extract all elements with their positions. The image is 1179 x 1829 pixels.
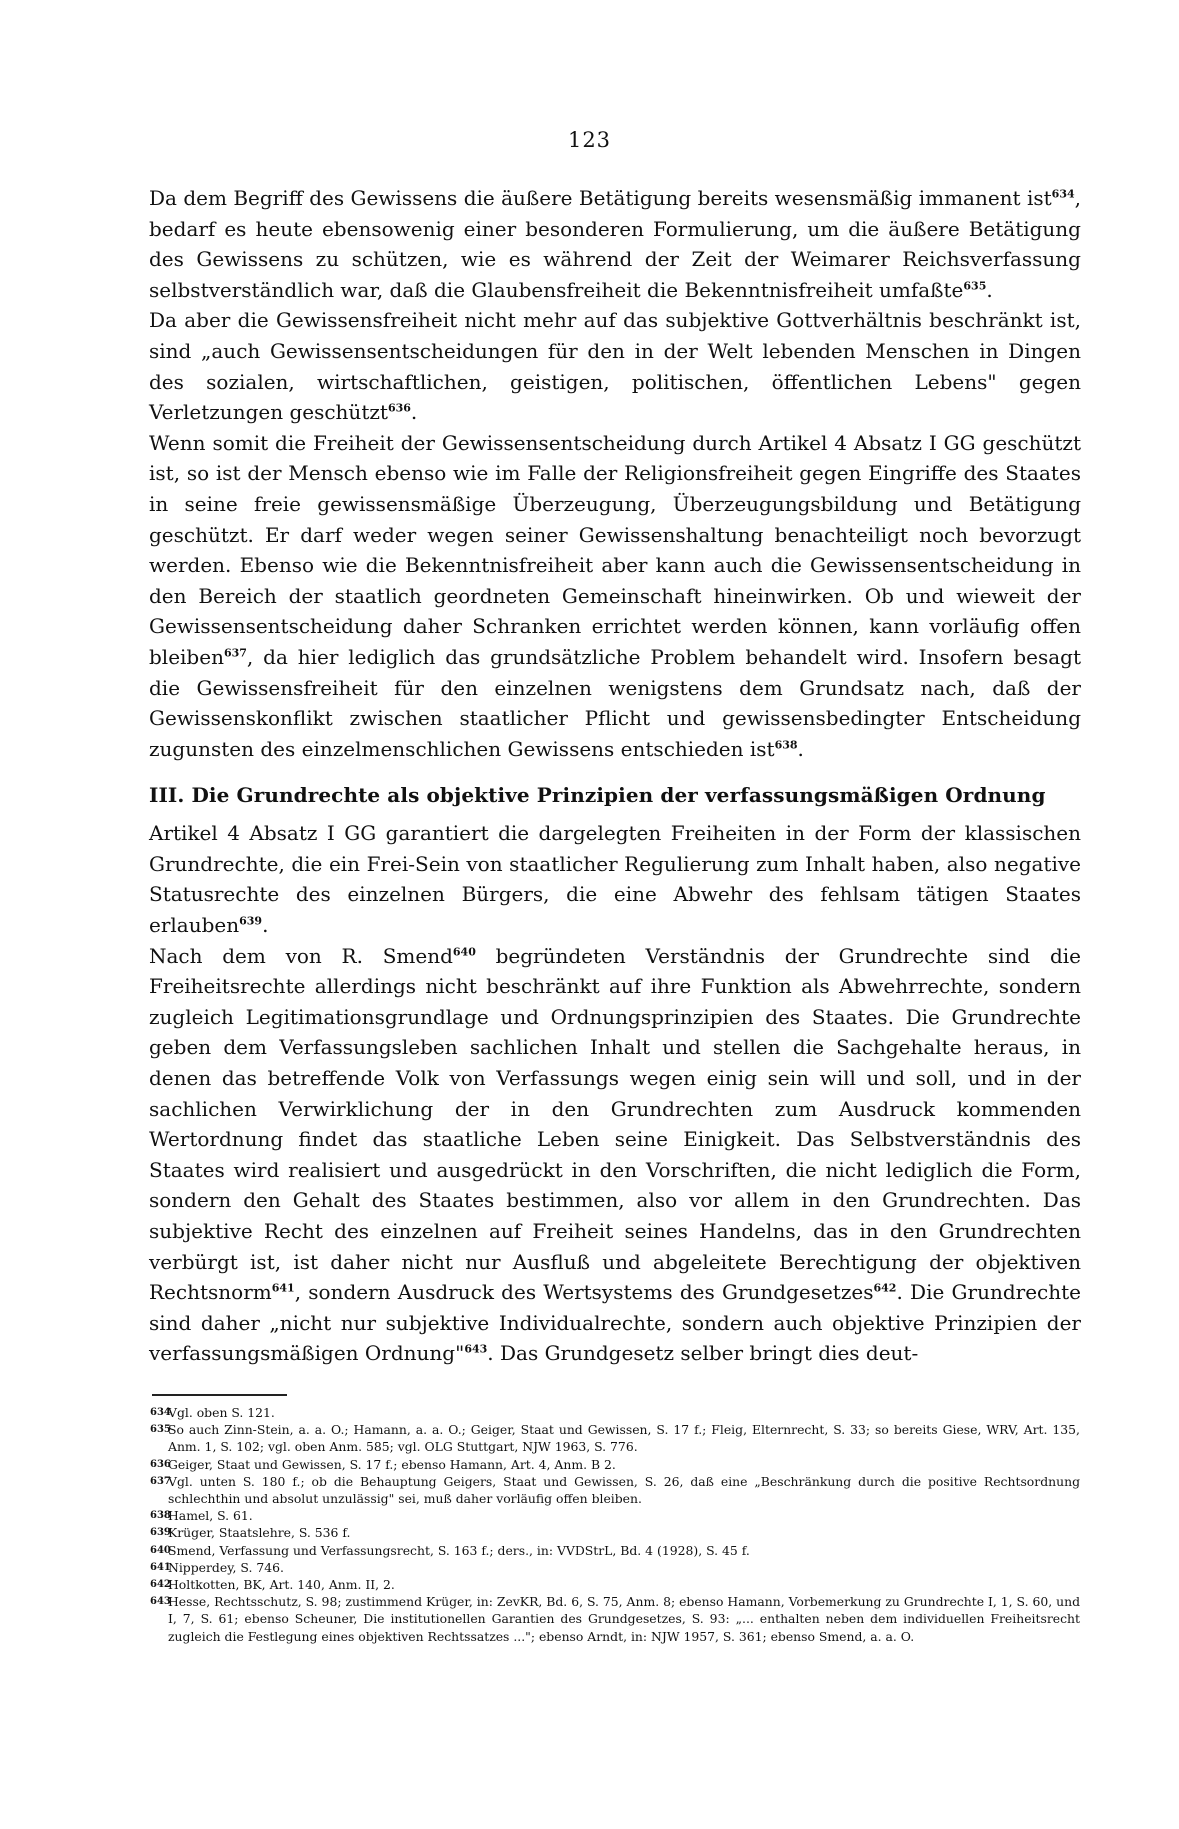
footnote-text: Vgl. oben S. 121. [168, 1405, 275, 1420]
text-run: . [986, 277, 993, 302]
footnote-ref: 637 [223, 646, 247, 660]
footnote-number: 640 [150, 1544, 171, 1556]
footnote-number: 639 [150, 1527, 171, 1539]
footnote-text: Nipperdey, S. 746. [168, 1559, 284, 1575]
paragraph [149, 941, 1081, 1369]
footnote-ref: 641 [271, 1281, 295, 1295]
footnote-text: Hamel, S. 61. [168, 1508, 253, 1524]
footnote-ref: 640 [452, 945, 476, 958]
text-run: Nach dem von R. Smend [149, 943, 453, 968]
section-heading: III. Die Grundrechte als objektive Prinzipien der verfassungsmäßigen Ordnung [149, 783, 1046, 808]
footnote [150, 1593, 1080, 1645]
footnote-ref: 634 [1051, 187, 1075, 201]
footnote-ref: 643 [464, 1342, 488, 1356]
section-b [149, 818, 1081, 1369]
footnote-text: Krüger, Staatslehre, S. 536 f. [168, 1525, 351, 1541]
footnote-number: 636 [150, 1458, 171, 1470]
footnote [150, 1542, 1080, 1559]
footnote-number: 638 [150, 1510, 171, 1522]
section-a [149, 183, 1081, 764]
text-run: . [797, 736, 804, 761]
text-run: Da dem Begriff des Gewissens die äußere Betätigung bereits wesensmäßig immanent ist [149, 186, 1052, 210]
paragraph [149, 428, 1081, 765]
footnote-ref: 636 [387, 401, 411, 415]
footnote-ref: 638 [774, 738, 798, 752]
paragraph [149, 183, 1081, 305]
text-run: , sondern Ausdruck des Wertsystems des Grundgesetzes [294, 1280, 874, 1305]
footnote-ref: 639 [239, 914, 263, 928]
text-run: , bedarf es heute ebensowenig einer besonderen Formulierung, um die äußere Betätigung des Gewissens zu schützen, wie es während der Zeit der Weimarer Reichsverfassung selbstverständlich war, daß die Glaubensfreiheit die Bekenntnisfreiheit umfaßte [149, 186, 1081, 302]
footnote [150, 1576, 1080, 1593]
footnote-number: 641 [150, 1561, 171, 1573]
text-run: . Die Grundrechte sind daher „nicht nur subjektive Individualrechte, sondern auch objektive Prinzipien der verfassungsmäßigen Ordnung" [149, 1280, 1081, 1366]
footnote [150, 1404, 1080, 1421]
page-number: 123 [567, 128, 612, 152]
footnote [150, 1473, 1080, 1507]
footnote-number: 637 [150, 1475, 171, 1487]
text-run: . [262, 913, 269, 938]
paragraph [149, 305, 1081, 427]
text-run: Artikel 4 Absatz I GG garantiert die dargelegten Freiheiten in der Form der klassischen Grundrechte, die ein Frei-Sein von staatlicher Regulierung zum Inhalt haben, also negative Statusrechte des einzelnen Bürgers, die eine Abwehr des fehlsam tätigen Staates erlauben [149, 821, 1081, 938]
footnote-text: So auch Zinn-Stein, a. a. O.; Hamann, a. a. O.; Geiger, Staat und Gewissen, S. 17 f.; Fleig, Elternrecht, S. 33; so bereits Giese, WRV, Art. 135, Anm. 1, S. 102; vgl. oben Anm. 585; vgl. OLG Stuttgart, NJW 1963, S. 776. [168, 1422, 1080, 1455]
footnote-text: Vgl. unten S. 180 f.; ob die Behauptung Geigers, Staat und Gewissen, S. 26, daß eine „Beschränkung durch die positive Rechtsordnung schlechthin und absolut unzulässig" sei, muß daher vorläufig offen bleiben. [168, 1473, 1080, 1507]
footnote [150, 1421, 1080, 1455]
footnote-divider [152, 1394, 287, 1396]
footnote-number: 642 [150, 1579, 171, 1591]
paragraph [149, 818, 1081, 940]
footnote-number: 635 [150, 1424, 171, 1436]
footnote [150, 1507, 1080, 1524]
footnote-ref: 642 [873, 1281, 897, 1295]
footnote-text: Holtkotten, BK, Art. 140, Anm. II, 2. [168, 1577, 395, 1593]
text-run: Da aber die Gewissensfreiheit nicht mehr auf das subjektive Gottverhältnis beschränkt ist, sind „auch Gewissensentscheidungen für den in der Welt lebenden Menschen in Dingen des sozialen, wirtschaftlichen, geistigen, politischen, öffentlichen Lebens" gegen Verletzungen geschützt [149, 308, 1081, 425]
footnote-text: Hesse, Rechtsschutz, S. 98; zustimmend Krüger, in: ZevKR, Bd. 6, S. 75, Anm. 8; ebenso Hamann, Vorbemerkung zu Grundrechte I, 1, S. 60, und I, 7, S. 61; ebenso Scheuner, Die institutionellen Garantien des Grundgesetzes, S. 93: „... enthalten neben dem individuellen Freiheitsrecht zugleich die Festlegung eines objektiven Rechtssatzes ..."; ebenso Arndt, in: NJW 1957, S. 361; ebenso Smend, a. a. O. [168, 1594, 1080, 1644]
footnote-number: 643 [150, 1596, 171, 1608]
footnote-text: Geiger, Staat und Gewissen, S. 17 f.; ebenso Hamann, Art. 4, Anm. B 2. [168, 1456, 616, 1472]
footnote-number: 634 [150, 1407, 171, 1418]
footnote-ref: 635 [963, 279, 987, 293]
text-run: . [410, 400, 418, 425]
text-run: , da hier lediglich das grundsätzliche Problem behandelt wird. Insofern besagt die Gewissensfreiheit für den einzelnen wenigstens dem Grundsatz nach, daß der Gewissenskonflikt zwischen staatlicher Pflicht und gewissensbedingter Entscheidung zugunsten des einzelmenschlichen Gewissens entschieden ist [149, 644, 1081, 761]
text-run: . Das Grundgesetz selber bringt dies deut- [487, 1341, 919, 1366]
footnote-text: Smend, Verfassung und Verfassungsrecht, S. 163 f.; ders., in: VVDStrL, Bd. 4 (1928), S. 45 f. [168, 1542, 750, 1558]
footnote [150, 1559, 1080, 1576]
footnotes [150, 1404, 1080, 1645]
footnote [150, 1456, 1080, 1473]
footnote [150, 1524, 1080, 1541]
text-run: begründeten Verständnis der Grundrechte sind die Freiheitsrechte allerdings nicht beschränkt auf ihre Funktion als Abwehrrechte, sondern zugleich Legitimationsgrundlage und Ordnungsprinzipien des Staates. Die Grundrechte geben dem Verfassungsleben sachlichen Inhalt und stellen die Sachgehalte heraus, in denen das betreffende Volk von Verfassungs wegen einig sein will und soll, und in der sachlichen Verwirklichung der in den Grundrechten zum Ausdruck kommenden Wertordnung findet das staatliche Leben seine Einigkeit. Das Selbstverständnis des Staates wird realisiert und ausgedrückt in den Vorschriften, die nicht lediglich die Form, sondern den Gehalt des Staates bestimmen, also vor allem in den Grundrechten. Das subjektive Recht des einzelnen auf Freiheit seines Handelns, das in den Grundrechten verbürgt ist, ist daher nicht nur Ausfluß und abgeleitete Berechtigung der objektiven Rechtsnorm [149, 943, 1081, 1305]
body-text [149, 183, 1081, 1369]
text-run: Wenn somit die Freiheit der Gewissensentscheidung durch Artikel 4 Absatz I GG geschützt ist, so ist der Mensch ebenso wie im Falle der Religionsfreiheit gegen Eingriffe des Staates in seine freie gewissensmäßige Überzeugung, Überzeugungsbildung und Betätigung geschützt. Er darf weder wegen seiner Gewissenshaltung benachteiligt noch bevorzugt werden. Ebenso wie die Bekenntnisfreiheit aber kann auch die Gewissensentscheidung in den Bereich der staatlich geordneten Gemeinschaft hineinwirken. Ob und wieweit der Gewissensentscheidung daher Schranken errichtet werden können, kann vorläufig offen bleiben [149, 430, 1081, 669]
